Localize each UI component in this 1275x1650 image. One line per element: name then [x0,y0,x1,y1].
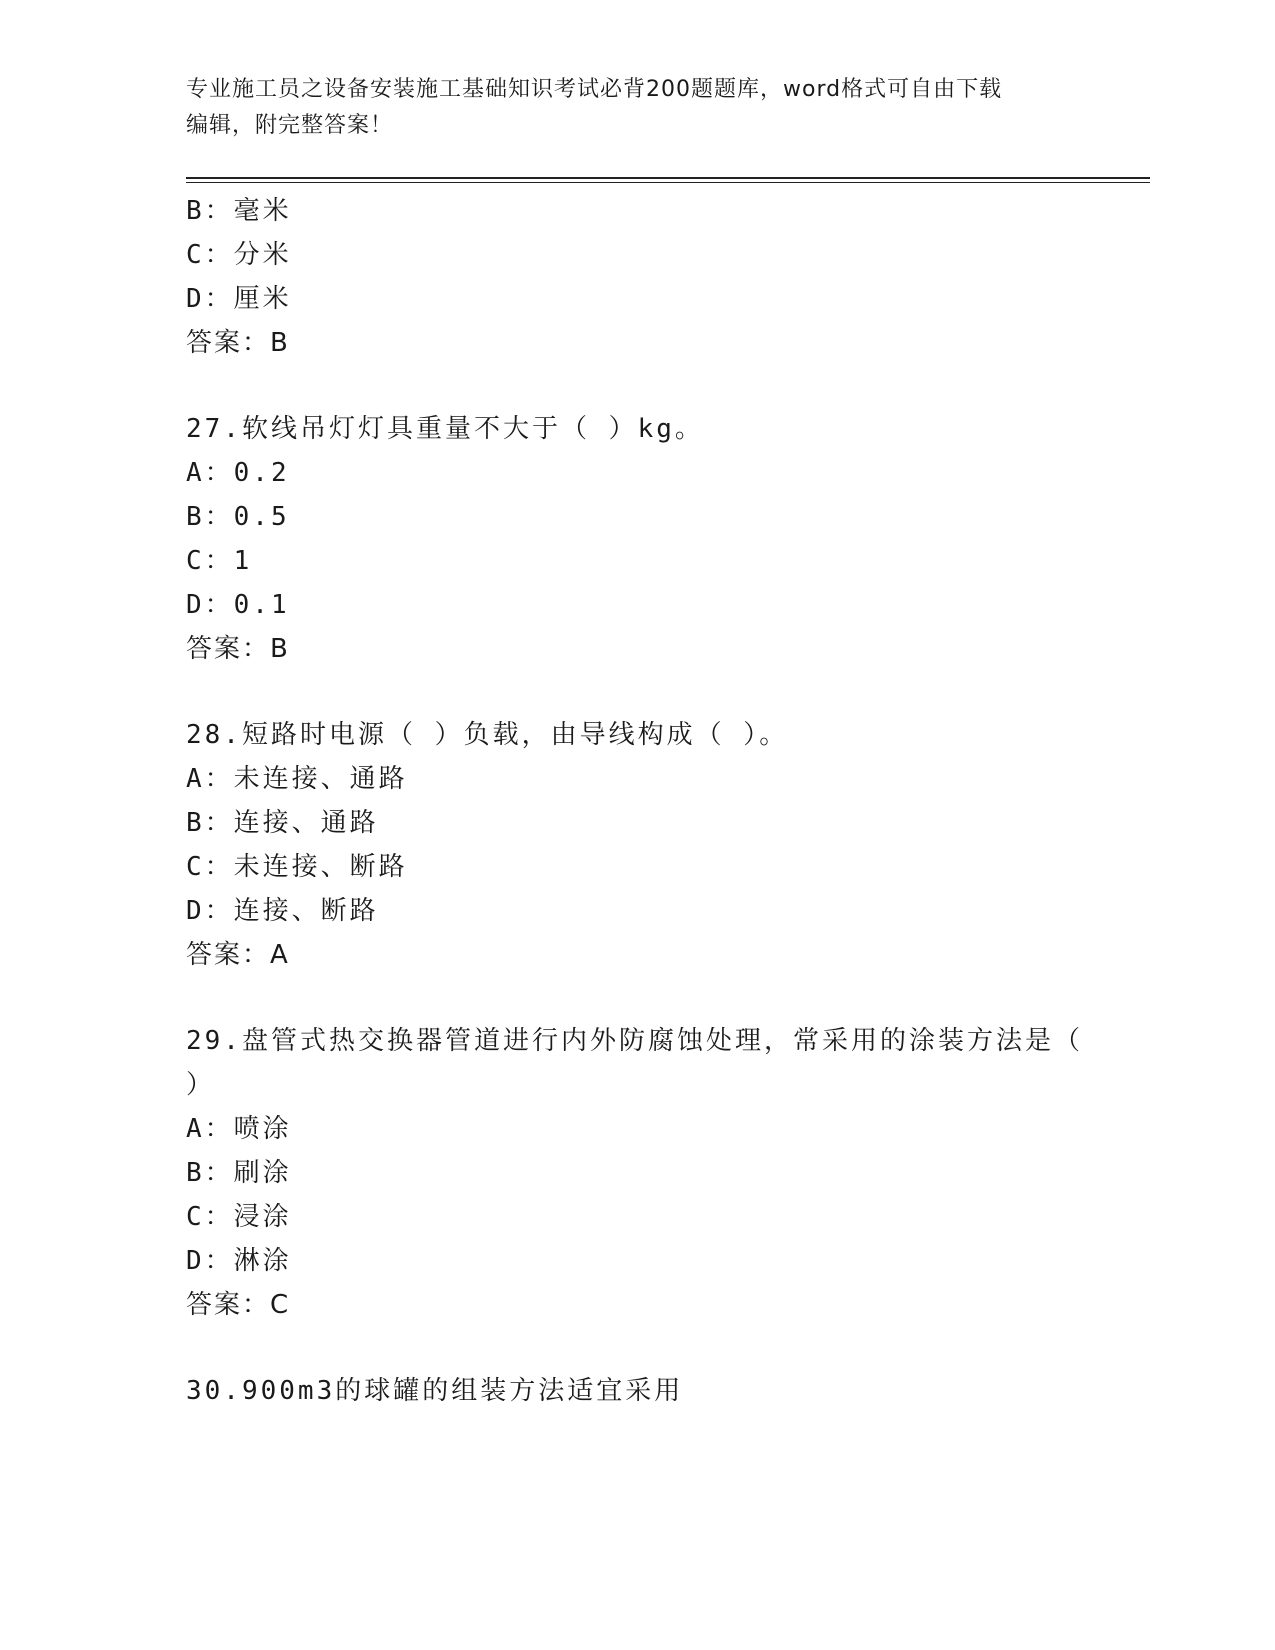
q28-option-a: A：未连接、通路 [186,764,408,794]
q29-question-line-2: ） [186,1070,216,1100]
q27-option-d: D：0.1 [186,590,290,620]
q29-question-line-1: 29.盘管式热交换器管道进行内外防腐蚀处理，常采用的涂装方法是（ [186,1026,1083,1056]
document-header [186,72,1086,144]
q26-answer: 答案：B [186,328,290,358]
q29-option-c: C：浸涂 [186,1202,292,1232]
q29-option-d: D：淋涂 [186,1246,292,1276]
q29-option-a: A：喷涂 [186,1114,292,1144]
q28-option-c: C：未连接、断路 [186,852,408,882]
q28-option-d: D：连接、断路 [186,896,379,926]
header-divider-thin [186,182,1150,183]
q28-option-b: B：连接、通路 [186,808,379,838]
q27-option-b: B：0.5 [186,502,290,532]
q27-option-c: C：1 [186,546,253,576]
q27-option-a: A：0.2 [186,458,290,488]
q28-question: 28.短路时电源（ ）负载，由导线构成（ ）。 [186,720,789,750]
q30-question: 30.900m3的球罐的组装方法适宜采用 [186,1376,684,1406]
q28-answer: 答案：A [186,940,290,970]
q26-option-b: B：毫米 [186,196,292,226]
q29-option-b: B：刷涂 [186,1158,292,1188]
q26-option-c: C：分米 [186,240,292,270]
q27-answer: 答案：B [186,634,290,664]
q26-option-d: D：厘米 [186,284,292,314]
header-divider [186,177,1150,179]
header-title-line-1: 专业施工员之设备安装施工基础知识考试必背200题题库，word格式可自由下载 [186,77,1003,102]
header-title-line-2: 编辑，附完整答案！ [186,113,394,138]
q29-answer: 答案：C [186,1290,291,1320]
q27-question: 27.软线吊灯灯具重量不大于（ ）kg。 [186,414,704,444]
